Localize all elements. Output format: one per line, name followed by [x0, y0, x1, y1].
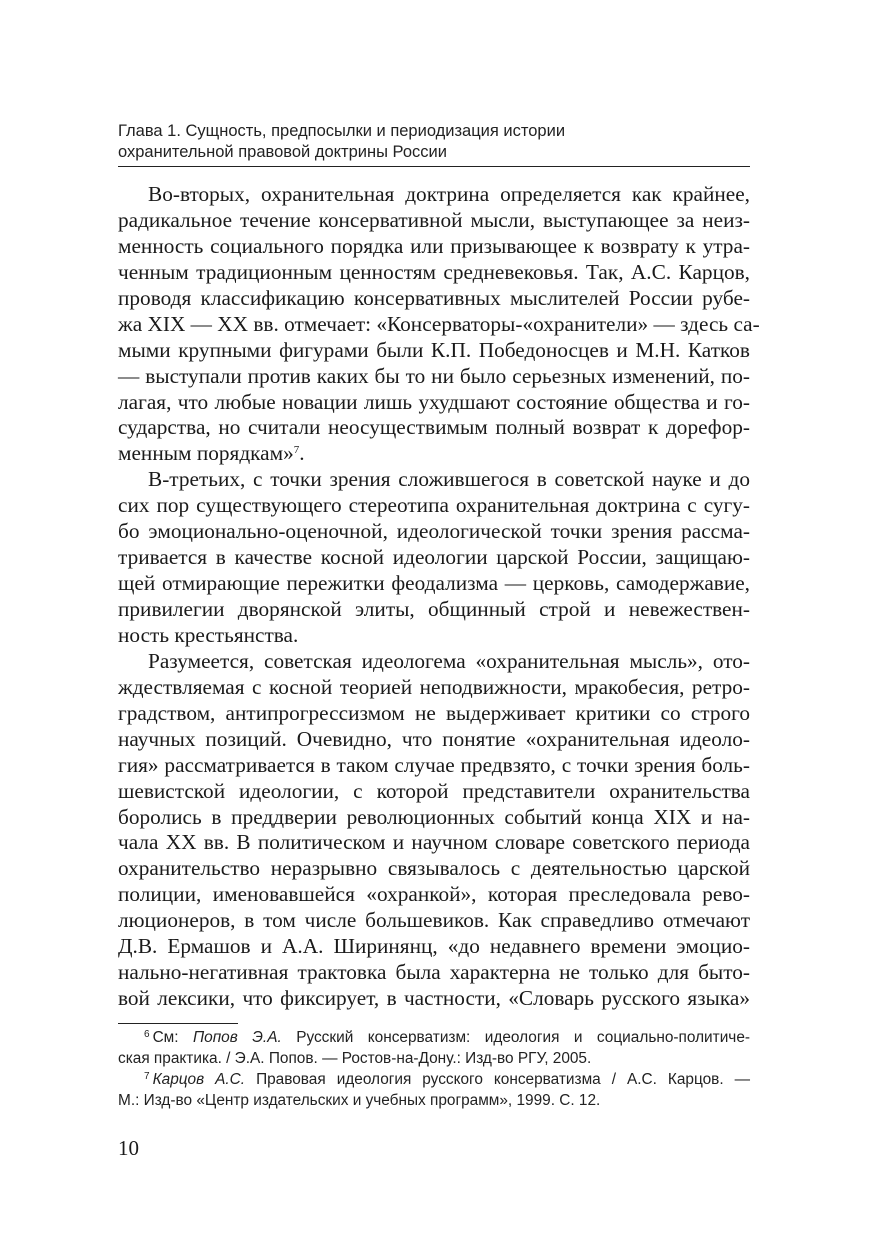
body-text	[118, 182, 760, 1012]
text-line: боролись в преддверии революционных событий конца XIX и на-	[118, 804, 750, 829]
text-line: радикальное течение консервативной мысли, выступающее за неиз-	[118, 207, 750, 232]
footnote-6-prefix: См:	[152, 1029, 193, 1046]
sentence-end: .	[299, 441, 305, 466]
text-line: проводя классификацию консервативных мыслителей России рубе-	[118, 285, 750, 310]
text-line: градством, антипрогрессизмом не выдерживает критики со строго	[118, 700, 750, 725]
footnote-6-author: Попов Э.А.	[193, 1029, 282, 1046]
footnote-7-number: 7	[144, 1071, 150, 1082]
text-line: научных позиций. Очевидно, что понятие «охранительная идеоло-	[118, 726, 750, 751]
text-line: привилегии дворянской элиты, общинный строй и невежествен-	[118, 597, 750, 621]
text-line: сих пор существующего стереотипа охранительная доктрина с сугу-	[118, 493, 750, 518]
text-line: щей отмирающие пережитки феодализма — церковь, самодержавие,	[118, 571, 750, 596]
text-line: — выступали против каких бы то ни было серьезных изменений, по-	[118, 363, 750, 388]
text-line: ченным традиционным ценностям средневековья. Так, А.С. Карцов,	[118, 259, 750, 284]
running-head-line-1: Глава 1. Сущность, предпосылки и периодизация истории	[118, 122, 566, 140]
footnotes	[118, 1027, 750, 1111]
text-line: В-третьих, с точки зрения сложившегося в советской науке и до	[148, 467, 750, 492]
text-line: полиции, именовавшейся «охранкой», которая преследовала рево-	[118, 882, 750, 907]
running-head-line-2: охранительной правовой доктрины России	[118, 143, 447, 161]
footnote-6-line-2: ская практика. / Э.А. Попов. — Ростов-на-Дону.: Изд-во РГУ, 2005.	[118, 1050, 592, 1067]
text-line: тривается в качестве косной идеологии царской России, защищаю-	[118, 545, 750, 570]
text-line: Д.В. Ермашов и А.А. Ширинянц, «до недавнего времени эмоцио-	[118, 934, 750, 959]
header-rule	[118, 166, 750, 167]
paragraph-3	[118, 649, 750, 1012]
text-line: ждествляемая с косной теорией неподвижности, мракобесия, ретро-	[118, 674, 750, 699]
footnote-7-line-2: М.: Изд-во «Центр издательских и учебных программ», 1999. С. 12.	[118, 1092, 601, 1109]
footnote-6-line-1	[118, 1027, 750, 1048]
text-line: шевистской идеологии, с которой представители охранительства	[118, 778, 750, 803]
footnote-7-line-1	[118, 1069, 750, 1090]
text-line: люционеров, в том числе большевиков. Как справедливо отмечают	[118, 908, 750, 933]
paragraph-2	[118, 467, 750, 649]
text-line: жа XIX — XX вв. отмечает: «Консерваторы-«охранители» — здесь са-	[118, 311, 760, 336]
page-number: 10	[118, 1136, 139, 1160]
text-line: вой лексики, что фиксирует, в частности, «Словарь русского языка»	[118, 986, 750, 1011]
running-head	[118, 121, 750, 163]
text-line-last: ность крестьянства.	[118, 622, 299, 647]
text-line: сударства, но считали неосуществимым полный возврат к дорефор-	[118, 415, 750, 440]
footnote-6-text: Русский консерватизм: идеология и социально-политиче-	[281, 1029, 750, 1046]
text-line: менность социального порядка или призывающее к возврату к утра-	[118, 233, 750, 258]
footnote-rule	[118, 1023, 238, 1024]
text-line: чала XX вв. В политическом и научном словаре советского периода	[118, 830, 750, 855]
text-line: Разумеется, советская идеологема «охранительная мысль», ото-	[148, 648, 750, 673]
footnote-7-text: Правовая идеология русского консерватизма / А.С. Карцов. —	[245, 1071, 751, 1088]
text-line: лагая, что любые новации лишь ухудшают состояние общества и го-	[118, 389, 750, 414]
paragraph-1	[118, 182, 760, 467]
text-line: Во-вторых, охранительная доктрина определяется как крайнее,	[148, 182, 750, 206]
footnote-ref-7[interactable]: 7	[293, 444, 300, 457]
text-line-content: менным порядкам»	[118, 441, 294, 466]
text-line: охранительство неразрывно связывалось с деятельностью царской	[118, 856, 750, 881]
text-line: гия» рассматривается в таком случае предвзято, с точки зрения боль-	[118, 752, 750, 777]
footnote-6-number: 6	[144, 1029, 150, 1040]
text-line: бо эмоционально-оценочной, идеологической точки зрения рассма-	[118, 519, 750, 544]
footnote-7-author: Карцов А.С.	[152, 1071, 246, 1088]
text-line: нально-негативная трактовка была характерна не только для быто-	[118, 960, 750, 985]
text-line: мыми крупными фигурами были К.П. Победоносцев и М.Н. Катков	[118, 337, 750, 362]
text-line-last	[118, 441, 750, 467]
